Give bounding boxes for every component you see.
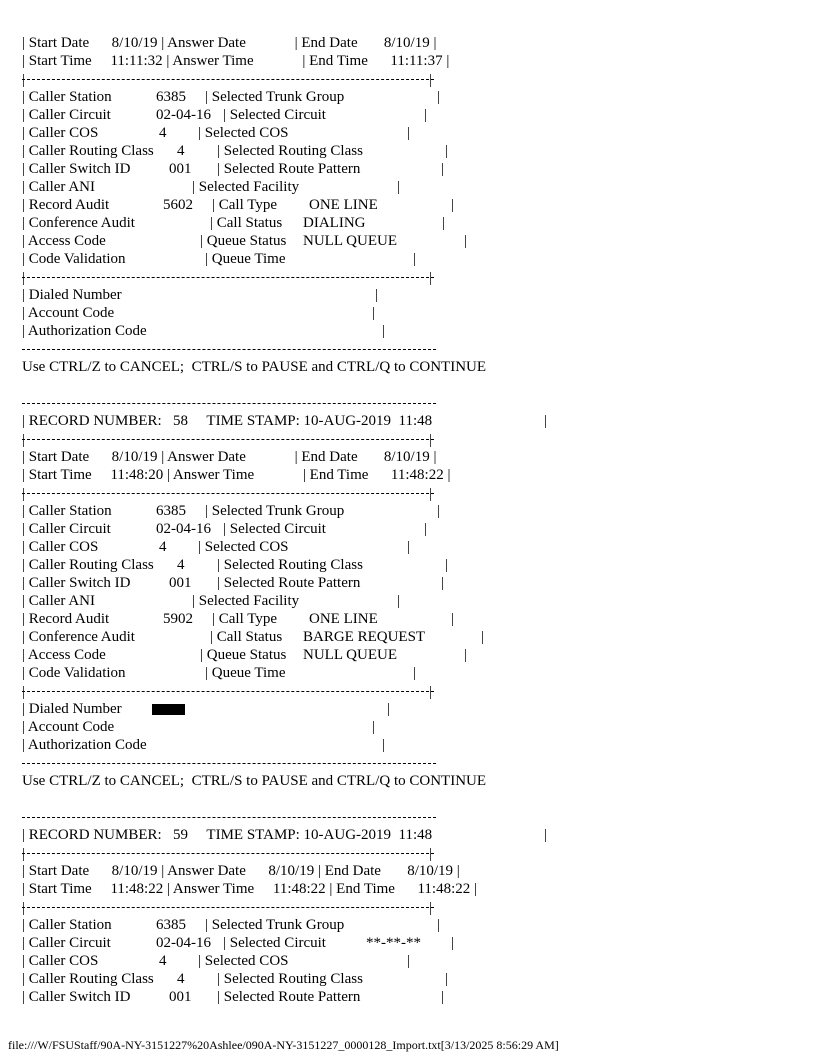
caller-station-row: | Caller Station 6385 | Selected Trunk Group | [22, 89, 441, 105]
separator: | | [22, 900, 433, 916]
record-header: | RECORD NUMBER: 58 TIME STAMP: 10-AUG-2019 11:48 | [22, 413, 548, 429]
caller-ani-row: | Caller ANI | Selected Facility | [22, 179, 401, 195]
start-time-line: | Start Time 11:11:32 | Answer Time | End Time 11:11:37 | [22, 53, 450, 69]
caller-ani-row: | Caller ANI | Selected Facility | [22, 593, 401, 609]
caller-switch-id-row: | Caller Switch ID 001 | Selected Route Pattern | [22, 575, 445, 591]
authorization-code-row: | Authorization Code | [22, 737, 386, 753]
account-code-row: | Account Code | [22, 719, 376, 735]
continue-message: Use CTRL/Z to CANCEL; CTRL/S to PAUSE and CTRL/Q to CONTINUE [22, 773, 487, 789]
separator: | | [22, 684, 433, 700]
authorization-code-row: | Authorization Code | [22, 323, 386, 339]
caller-circuit-row: | Caller Circuit 02-04-16 | Selected Circuit | [22, 107, 428, 123]
caller-routing-class-row: | Caller Routing Class 4 | Selected Routing Class | [22, 143, 449, 159]
record-audit-row: | Record Audit 5602 | Call Type ONE LINE | [22, 197, 455, 213]
separator [22, 754, 802, 772]
separator [22, 340, 802, 358]
caller-switch-id-row: | Caller Switch ID 001 | Selected Route Pattern | [22, 161, 445, 177]
caller-cos-row: | Caller COS 4 | Selected COS | [22, 953, 411, 969]
dialed-number-row: | Dialed Number | [22, 701, 391, 717]
conference-audit-row: | Conference Audit | Call Status DIALING | [22, 215, 446, 231]
separator [22, 808, 802, 826]
continue-message: Use CTRL/Z to CANCEL; CTRL/S to PAUSE and CTRL/Q to CONTINUE [22, 359, 487, 375]
caller-circuit-row: | Caller Circuit 02-04-16 | Selected Circuit | [22, 521, 428, 537]
access-code-row: | Access Code | Queue Status NULL QUEUE | [22, 647, 468, 663]
separator: | | [22, 432, 433, 448]
start-date-line: | Start Date 8/10/19 | Answer Date | End Date 8/10/19 | [22, 449, 437, 465]
call-record-document [22, 34, 802, 1006]
caller-routing-class-row: | Caller Routing Class 4 | Selected Routing Class | [22, 971, 449, 987]
account-code-row: | Account Code | [22, 305, 376, 321]
record-header: | RECORD NUMBER: 59 TIME STAMP: 10-AUG-2019 11:48 | [22, 827, 548, 843]
separator: | | [22, 72, 433, 88]
start-time-line: | Start Time 11:48:20 | Answer Time | End Time 11:48:22 | [22, 467, 451, 483]
caller-switch-id-row: | Caller Switch ID 001 | Selected Route Pattern | [22, 989, 445, 1005]
dialed-number-row: | Dialed Number | [22, 287, 379, 303]
start-date-line: | Start Date 8/10/19 | Answer Date | End Date 8/10/19 | [22, 35, 437, 51]
caller-station-row: | Caller Station 6385 | Selected Trunk Group | [22, 917, 441, 933]
access-code-row: | Access Code | Queue Status NULL QUEUE | [22, 233, 468, 249]
caller-station-row: | Caller Station 6385 | Selected Trunk Group | [22, 503, 441, 519]
caller-cos-row: | Caller COS 4 | Selected COS | [22, 125, 411, 141]
start-time-line: | Start Time 11:48:22 | Answer Time 11:48:22 | End Time 11:48:22 | [22, 881, 477, 897]
separator [22, 394, 802, 412]
code-validation-row: | Code Validation | Queue Time | [22, 665, 417, 681]
separator: | | [22, 270, 433, 286]
code-validation-row: | Code Validation | Queue Time | [22, 251, 417, 267]
separator: | | [22, 486, 433, 502]
caller-cos-row: | Caller COS 4 | Selected COS | [22, 539, 411, 555]
conference-audit-row: | Conference Audit | Call Status BARGE REQUEST | [22, 629, 485, 645]
record-audit-row: | Record Audit 5902 | Call Type ONE LINE | [22, 611, 455, 627]
redaction-box [152, 704, 185, 715]
caller-routing-class-row: | Caller Routing Class 4 | Selected Routing Class | [22, 557, 449, 573]
caller-circuit-row: | Caller Circuit 02-04-16 | Selected Circuit **-**-** | [22, 935, 455, 951]
separator: | | [22, 846, 433, 862]
page-footer-url: file:///W/FSUStaff/90A-NY-3151227%20Ashlee/090A-NY-3151227_0000128_Import.txt[3/13/2025 8:56:29 AM] [8, 1038, 559, 1052]
start-date-line: | Start Date 8/10/19 | Answer Date 8/10/19 | End Date 8/10/19 | [22, 863, 460, 879]
